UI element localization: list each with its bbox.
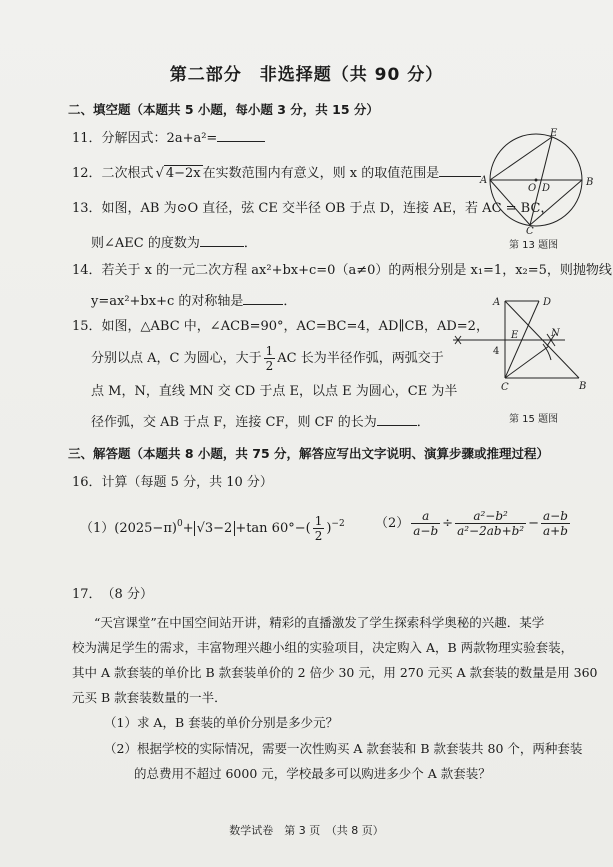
question-number: 15．	[72, 319, 102, 334]
question-line-1: 如图，△ABC 中，∠ACB=90°，AC=BC=4，AD∥CB，AD=2，	[101, 319, 489, 334]
label-c: C	[526, 226, 534, 234]
label-o: O	[528, 183, 537, 194]
figure-13-caption: 第 13 题图	[509, 240, 559, 251]
question-line-2-post: AC 长为半径作弧，两弧交于	[277, 351, 444, 366]
question-score: （8 分）	[101, 587, 153, 602]
label-c: C	[501, 382, 509, 393]
part-label: （2）	[375, 516, 410, 531]
label-n: N	[551, 328, 560, 339]
label-e: E	[550, 128, 558, 139]
question-15-line-3	[91, 383, 457, 401]
exponent: −2	[331, 519, 345, 529]
q17-sub-question-1: （1）求 A，B 套装的单价分别是多少元？	[104, 715, 339, 730]
label-4: 4	[493, 346, 500, 357]
section-fill-in: 二、填空题（本题共 5 小题，每小题 3 分，共 15 分）	[68, 102, 379, 117]
operator: −	[528, 516, 540, 531]
center-point	[535, 179, 538, 182]
label-b: B	[586, 177, 594, 188]
exponent: 0	[176, 519, 183, 529]
question-11	[72, 127, 265, 148]
question-line-4: 径作弧，交 AB 于点 F，连接 CF，则 CF 的长为	[91, 415, 377, 430]
question-number: 17．	[72, 587, 102, 602]
label-e: E	[511, 330, 519, 341]
question-12: 12．二次根式 √ 4−2x 在实数范围内有意义，则 x 的取值范围是	[72, 162, 481, 183]
q17-sub-question-2-line-2: 的总费用不超过 6000 元，学校最多可以购进多少个 A 款套装？	[134, 766, 491, 781]
question-14-line-2: y=ax²+bx+c 的对称轴是 ．	[91, 290, 296, 311]
expr-term: +tan 60°−(	[235, 521, 311, 536]
figure-15-triangle-diagram	[445, 296, 595, 404]
page-title: 第二部分 非选择题（共 90 分）	[169, 65, 444, 85]
question-15	[72, 318, 489, 336]
q17-paragraph-line-3: 其中 A 款套装的单价比 B 款套装单价的 2 倍少 30 元，用 270 元买 A 款套装的数量是用 360	[72, 665, 598, 680]
label-d: D	[542, 183, 551, 194]
q17-paragraph-line-2: 校为满足学生的需求，丰富物理兴趣小组的实验项目，决定购入 A，B 两款物理实验套装，	[72, 640, 574, 655]
question-line-2: y=ax²+bx+c 的对称轴是	[91, 294, 244, 309]
chord-bc	[530, 180, 582, 225]
arc-mark-f	[543, 344, 551, 360]
question-number: 16．	[72, 475, 102, 490]
fraction-2: $\frac{\text{a²−b²}}{\text{a²−2ab+b²}}$	[457, 509, 525, 538]
absolute-value: √3−2	[194, 521, 236, 536]
label-b: B	[579, 381, 587, 392]
question-text-post: 在实数范围内有意义，则 x 的取值范围是	[202, 166, 440, 181]
question-15-line-4: 径作弧，交 AB 于点 F，连接 CF，则 CF 的长为 ．	[91, 411, 430, 432]
answer-blank	[200, 232, 244, 247]
answer-blank	[377, 411, 417, 426]
q17-paragraph-line-1: “天宫课堂”在中国空间站开讲，精彩的直播激发了学生探索科学奥秘的兴趣．某学	[94, 615, 545, 630]
question-17	[72, 586, 153, 604]
fraction-one-half: $\frac{1}{2}$	[314, 514, 323, 543]
expr-term: )	[326, 521, 332, 536]
question-14	[72, 262, 612, 280]
question-line-2: 则∠AEC 的度数为	[91, 236, 200, 251]
figure-13-circle-diagram	[470, 128, 600, 234]
question-text-pre: 二次根式	[101, 166, 154, 181]
question-15-line-2	[91, 344, 444, 374]
section-solve: 三、解答题（本题共 8 小题，共 75 分，解答应写出文字说明、演算步骤或推理过程）	[68, 446, 550, 461]
radicand: 4−2x	[165, 166, 201, 181]
answer-blank	[217, 127, 265, 142]
fraction-3: $\frac{a-b}{a+b}$	[543, 509, 568, 538]
question-text: 计算（每题 5 分，共 10 分）	[101, 475, 273, 490]
question-line-3: 点 M，N，直线 MN 交 CD 于点 E，以点 E 为圆心，CE 为半	[91, 384, 458, 399]
question-number: 13．	[72, 201, 102, 216]
figure-15-caption: 第 15 题图	[509, 414, 559, 425]
label-a: A	[493, 297, 501, 308]
operator: ÷	[442, 516, 454, 531]
question-line-2-pre: 分别以点 A，C 为圆心，大于	[91, 351, 262, 366]
question-16	[72, 474, 273, 492]
page-footer: 数学试卷 第 3 页 （共 8 页）	[229, 824, 384, 837]
question-line-1: 如图，AB 为⊙O 直径，弦 CE 交半径 OB 于点 D，连接 AE，若 AC = BC，	[101, 201, 554, 216]
question-number: 12．	[72, 166, 102, 181]
fraction-1: $\frac{a}{a-b}$	[413, 509, 439, 538]
fraction-one-half: $\frac{1}{2}$	[265, 344, 274, 373]
q17-sub-question-2-line-1: （2）根据学校的实际情况，需要一次性购买 A 款套装和 B 款套装共 80 个，两种套装	[104, 741, 583, 756]
question-16-part-2	[375, 506, 572, 542]
q17-paragraph-line-4: 元买 B 款套装数量的一半．	[72, 690, 227, 705]
question-16-part-1	[80, 508, 345, 545]
question-13-line-2: 则∠AEC 的度数为 ．	[91, 232, 257, 253]
expr-term: (2025−π)	[114, 521, 177, 536]
operator: +	[182, 521, 194, 536]
question-line-1: 若关于 x 的一元二次方程 ax²+bx+c=0（a≠0）的两根分别是 x₁=1，x₂=5，则抛物线	[101, 263, 612, 278]
label-a: A	[480, 175, 488, 186]
label-d: D	[543, 297, 552, 308]
question-number: 11．	[72, 131, 102, 146]
answer-blank	[243, 290, 283, 305]
part-label: （1）	[80, 521, 115, 536]
question-number: 14．	[72, 263, 102, 278]
question-text: 分解因式：2a+a²=	[101, 131, 218, 146]
